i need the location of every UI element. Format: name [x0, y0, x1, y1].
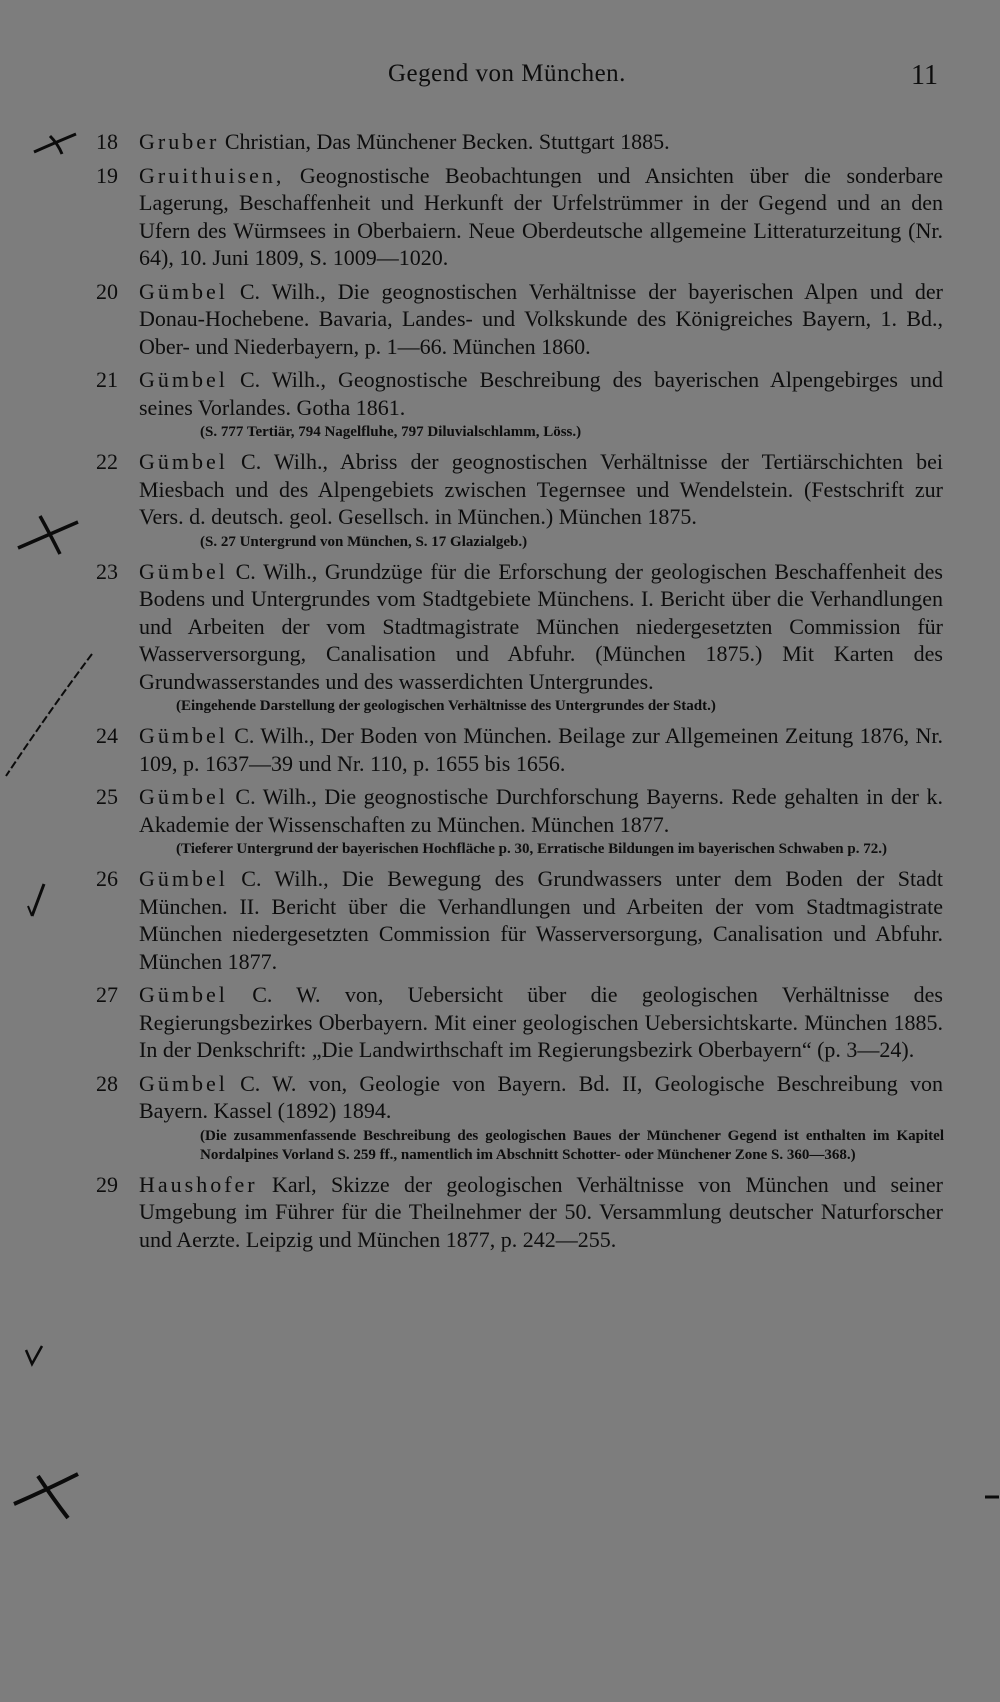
entry-number: 20 [96, 278, 118, 304]
bibliography-entry [0, 448, 1000, 552]
entry-note: (Die zusammenfassende Beschreibung des geologischen Baues der Münchener Gegend ist enthalten im Kapitel Nordalpines Vorland S. 259 ff., namentlich im Abschnitt Schotter- oder Münchener Zone S. 360—368.) [200, 1127, 944, 1163]
entry-author: Gümbel [139, 367, 228, 392]
entry-number: 21 [96, 367, 118, 392]
bibliography-entry [0, 366, 1000, 442]
bibliography-entry [0, 278, 1000, 361]
bibliography-list [0, 128, 1000, 1259]
entry-text [139, 278, 943, 361]
entry-text [139, 448, 943, 531]
entry-number: 29 [96, 1171, 118, 1197]
entry-author: Gruithuisen, [139, 162, 285, 188]
entry-author: Gümbel [139, 982, 228, 1007]
entry-number: 25 [96, 784, 118, 809]
entry-author: Gümbel [139, 1070, 228, 1096]
entry-text [139, 162, 943, 272]
entry-number: 28 [96, 1070, 118, 1096]
entry-citation: C. Wilh., Die Bewegung des Grundwassers unter dem Boden der Stadt München. II. Bericht über die Verhandlungen und Arbeiten der vom Stadtmagistrate München niedergesetzten Commission für Wasserversorgung, Canalisation und Abfuhr. München 1877. [139, 866, 943, 974]
entry-citation: C. Wilh., Die geognostische Durchforschung Bayerns. Rede gehalten in der k. Akademie der Wissenschaften zu München. München 1877. [139, 784, 943, 837]
entry-number: 27 [96, 982, 118, 1007]
entry-citation: C. Wilh., Geognostische Beschreibung des bayerischen Alpengebirges und seines Vorlandes. Gotha 1861. [139, 367, 943, 420]
bibliography-entry [0, 722, 1000, 777]
entry-citation: C. Wilh., Abriss der geognostischen Verhältnisse der Tertiärschichten bei Miesbach und des Alpengebiets zwischen Tegernsee und Wendelstein. (Festschrift zur Vers. d. deutsch. geol. Gesellsch. in München.) München 1875. [139, 449, 943, 529]
entry-citation: C. W. von, Uebersicht über die geologischen Verhältnisse des Regierungsbezirkes Oberbayern. Mit einer geologischen Uebersichtskarte. München 1885. In der Denkschrift: „Die Landwirthschaft im Regierungsbezirk Oberbayern“ (p. 3—24). [139, 982, 943, 1062]
entry-number: 18 [96, 129, 118, 154]
entry-citation: C. W. von, Geologie von Bayern. Bd. II, Geologische Beschreibung von Bayern. Kassel (1892) 1894. [139, 1070, 943, 1123]
entry-text [139, 366, 943, 421]
entry-citation: Geognostische Beobachtungen und Ansichten über die sonderbare Lagerung, Beschaffenheit und Herkunft der Urfelstrümmer in der Gegend und an den Ufern des Würmsees in Oberbaiern. Neue Oberdeutsche allgemeine Litteraturzeitung (Nr. 64), 10. Juni 1809, S. 1009—1020. [139, 162, 943, 270]
entry-note: (S. 27 Untergrund von München, S. 17 Glazialgeb.) [200, 533, 528, 550]
entry-author: Gümbel [139, 784, 228, 809]
entry-citation: C. Wilh., Die geognostischen Verhältnisse der bayerischen Alpen und der Donau-Hochebene. Bavaria, Landes- und Volkskunde des Königreiches Bayern, 1. Bd., Ober- und Niederbayern, p. 1—66. München 1860. [139, 278, 943, 359]
entry-author: Gümbel [139, 558, 228, 584]
running-title: Gegend von München. [388, 60, 626, 87]
entry-text [139, 1070, 943, 1125]
bibliography-entry [0, 783, 1000, 859]
entry-author: Gümbel [139, 723, 228, 748]
bibliography-entry [0, 1171, 1000, 1254]
bibliography-entry [0, 981, 1000, 1064]
bibliography-entry [0, 865, 1000, 975]
cross-mark-icon [12, 1470, 82, 1520]
entry-number: 24 [96, 723, 118, 748]
entry-text [139, 722, 943, 777]
entry-text [139, 1171, 943, 1254]
entry-author: Haushofer [139, 1171, 258, 1197]
margin-dash-icon [984, 1494, 1000, 1500]
entry-author: Gruber [139, 129, 220, 154]
entry-text [139, 558, 943, 696]
bibliography-entry [0, 162, 1000, 272]
entry-text [139, 128, 943, 156]
page-header [0, 60, 1000, 94]
entry-note: (Eingehende Darstellung der geologischen Verhältnisse des Untergrundes der Stadt.) [176, 698, 716, 714]
entry-text [139, 981, 943, 1064]
entry-author: Gümbel [139, 866, 228, 891]
entry-author: Gümbel [139, 449, 228, 474]
entry-note: (S. 777 Tertiär, 794 Nagelfluhe, 797 Diluvialschlamm, Löss.) [200, 424, 582, 440]
entry-text [139, 865, 943, 975]
entry-number: 22 [96, 449, 118, 474]
page-number: 11 [911, 60, 938, 91]
entry-number: 23 [96, 558, 118, 584]
entry-citation: Karl, Skizze der geologischen Verhältnisse von München und seiner Umgebung im Führer für die Theilnehmer der 50. Versammlung deutscher Naturforscher und Aerzte. Leipzig und München 1877, p. 242—255. [139, 1171, 943, 1252]
bibliography-entry [0, 1070, 1000, 1165]
entry-author: Gümbel [139, 278, 228, 304]
entry-text [139, 783, 943, 838]
bibliography-entry [0, 128, 1000, 156]
entry-citation: C. Wilh., Grundzüge für die Erforschung der geologischen Beschaffenheit des Bodens und Untergrundes vom Stadtgebiete Münchens. I. Bericht über die Verhandlungen und Arbeiten der vom Stadtmagistrate München niedergesetzten Commission für Wasserversorgung, Canalisation und Abfuhr. (München 1875.) Mit Karten des Grundwasserstandes und des wasserdichten Untergrundes. [139, 558, 943, 694]
entry-citation: C. Wilh., Der Boden von München. Beilage zur Allgemeinen Zeitung 1876, Nr. 109, p. 1637—39 und Nr. 110, p. 1655 bis 1656. [139, 723, 943, 776]
entry-citation: Christian, Das Münchener Becken. Stuttgart 1885. [219, 129, 670, 154]
entry-note: (Tieferer Untergrund der bayerischen Hochfläche p. 30, Erratische Bildungen im bayerischen Schwaben p. 72.) [176, 841, 887, 857]
tick-mark-icon [22, 1342, 48, 1368]
entry-number: 26 [96, 866, 118, 891]
entry-number: 19 [96, 162, 118, 188]
bibliography-entry [0, 558, 1000, 717]
